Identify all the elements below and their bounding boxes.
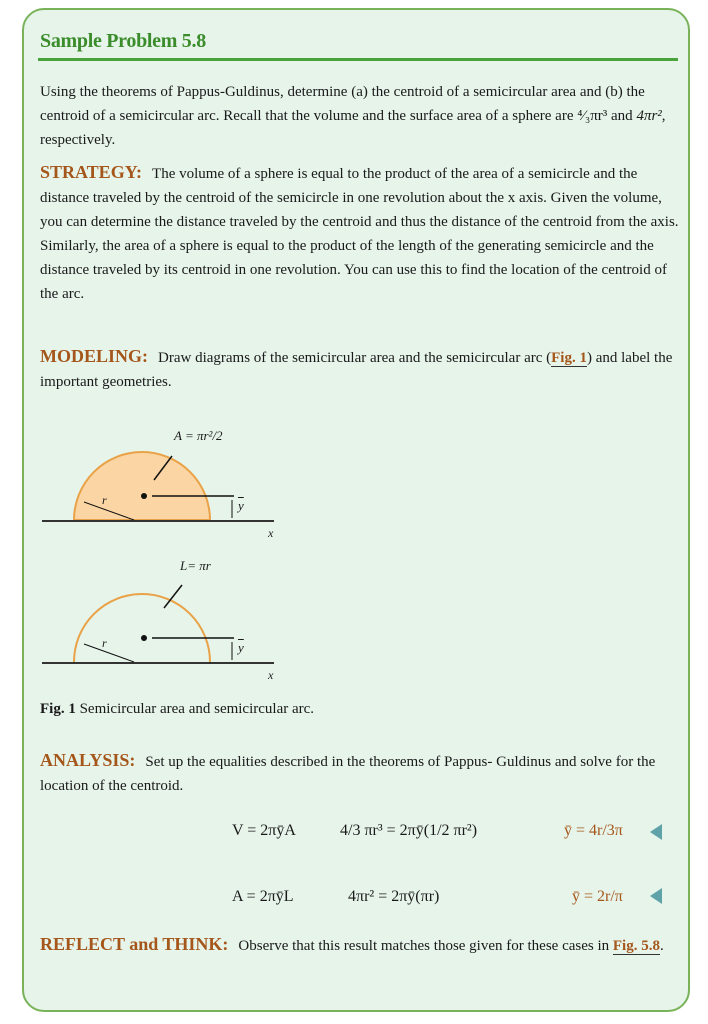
area-label: A = πr²/2 — [174, 428, 223, 443]
reflect-end: . — [659, 938, 664, 954]
title-rule — [38, 58, 678, 61]
ybar-label-2: $\overline{y}$ — [238, 640, 244, 655]
strategy-heading: STRATEGY: — [40, 162, 143, 182]
equation-2b: 4πr² = 2πȳ(πr) — [348, 888, 440, 905]
radius-label: r — [102, 493, 107, 507]
result-2: ȳ = 2r/π — [572, 888, 623, 905]
reflect-text: Observe that this result matches those given for these cases in — [238, 938, 613, 954]
x-axis-label: x — [268, 526, 274, 540]
caption-text: Semicircular area and semicircular arc. — [75, 701, 315, 717]
figure-1-diagrams — [24, 400, 324, 700]
ybar-label: $\overline{y}$ — [238, 498, 244, 513]
x-axis-label-2: x — [268, 668, 274, 682]
analysis-heading: ANALYSIS: — [40, 750, 136, 770]
sample-problem-box — [22, 8, 690, 1012]
fig-1-link[interactable]: Fig. 1 — [551, 350, 587, 366]
modeling-section — [40, 344, 680, 394]
result-1: ȳ = 4r/3π — [564, 822, 623, 839]
respectively-text: , respectively. — [40, 108, 666, 148]
problem-title: Sample Problem 5.8 — [40, 30, 206, 52]
answer-marker-icon — [650, 888, 662, 904]
analysis-section — [40, 748, 680, 798]
reflect-section — [40, 932, 680, 958]
analysis-text: Set up the equalities described in the theorems of Pappus- Guldinus and solve for the location of the centroid. — [40, 754, 656, 794]
answer-marker-icon — [650, 824, 662, 840]
equation-1a: V = 2πȳA — [232, 822, 296, 839]
strategy-text: The volume of a sphere is equal to the product of the area of a semicircle and the distance traveled by the centroid of the semicircle in one revolution about the x axis. Given the volume, you can determine the distance traveled by the centroid and thus the distance of the centroid from the axis. Similarly, the area of a sphere is equal to the product of the length of the generating semicircle and the distance traveled by its centroid in one revolution. You can use this to find the location of the centroid of the arc. — [40, 166, 679, 302]
modeling-heading: MODELING: — [40, 346, 148, 366]
problem-statement — [40, 80, 680, 152]
figure-caption — [40, 697, 680, 721]
strategy-section — [40, 160, 680, 306]
caption-label: Fig. 1 — [40, 701, 76, 717]
modeling-text-end: ) and label the important geometries. — [40, 350, 673, 390]
equation-2a: A = 2πȳL — [232, 888, 294, 905]
sphere-volume: ⁴⁄₃πr³ — [577, 108, 608, 124]
modeling-text: Draw diagrams of the semicircular area and the semicircular arc ( — [158, 350, 552, 366]
fig-5-8-link[interactable]: Fig. 5.8 — [612, 938, 660, 954]
reflect-heading: REFLECT and THINK: — [40, 934, 229, 954]
and-text: and — [607, 108, 637, 124]
radius-label-2: r — [102, 636, 107, 650]
arc-label: L= πr — [180, 558, 211, 573]
sphere-area: 4πr² — [636, 108, 662, 124]
problem-text: Using the theorems of Pappus-Guldinus, determine (a) the centroid of a semicircular area and (b) the centroid of a semicircular arc. Recall that the volume and the surface area of a sphere are — [40, 84, 645, 124]
equation-1b: 4/3 πr³ = 2πȳ(1/2 πr²) — [340, 822, 478, 839]
